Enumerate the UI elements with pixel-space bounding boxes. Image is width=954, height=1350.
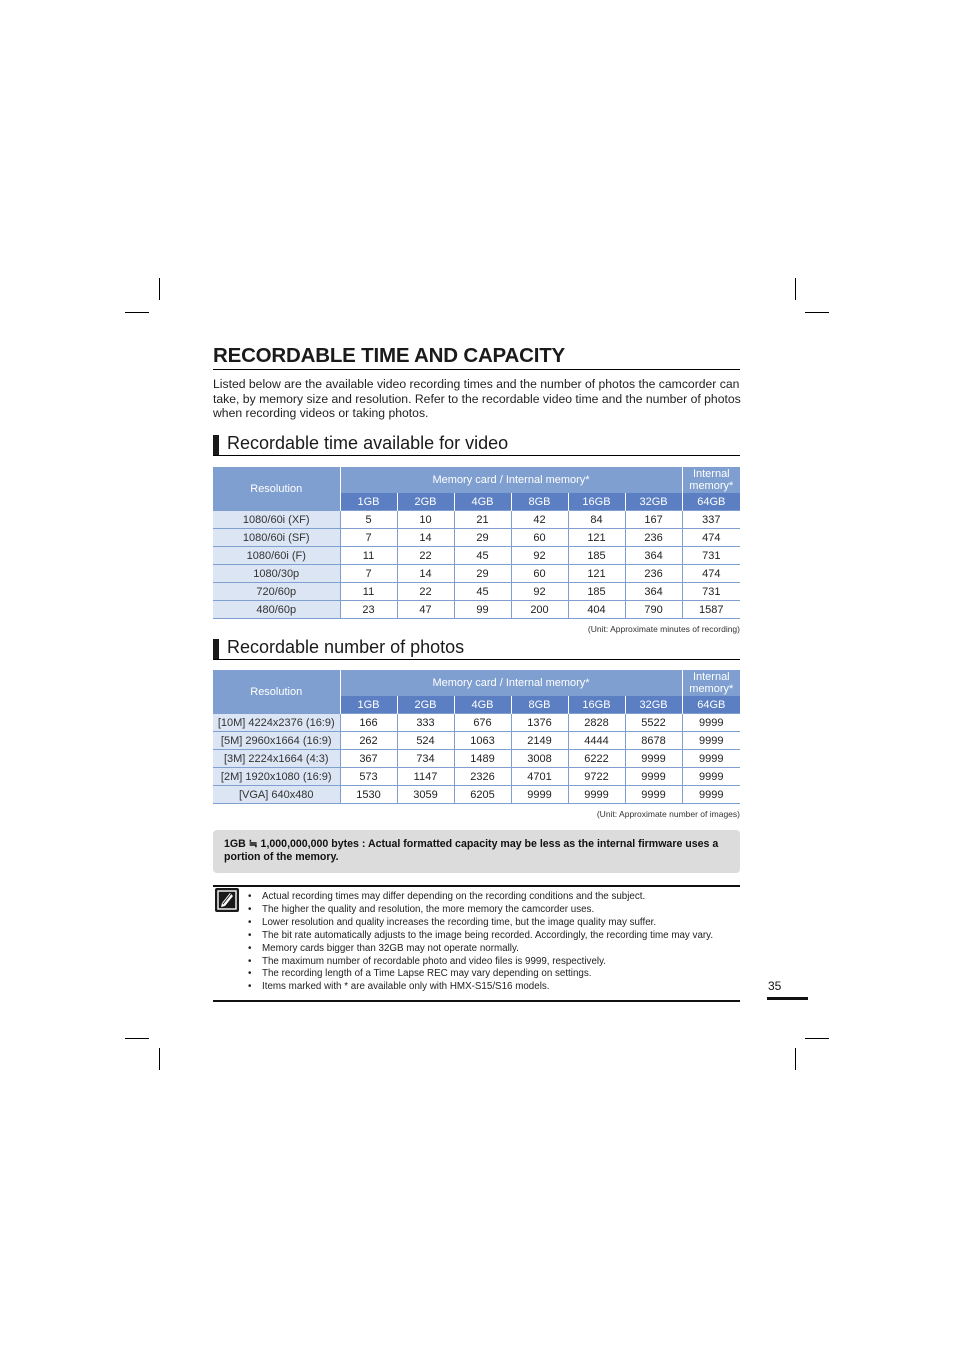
- table-cell: 337: [682, 511, 740, 529]
- size-header-64gb: 64GB: [682, 696, 740, 714]
- table-cell: 45: [454, 547, 511, 565]
- heading-bar: [213, 435, 219, 455]
- size-header-2gb: 2GB: [397, 493, 454, 511]
- table-cell: 5: [340, 511, 397, 529]
- table-cell: 22: [397, 547, 454, 565]
- size-header-4gb: 4GB: [454, 493, 511, 511]
- table-cell: 9999: [682, 786, 740, 804]
- table-cell: 121: [568, 529, 625, 547]
- crop-mark: [125, 1038, 149, 1039]
- table-cell: 47: [397, 601, 454, 619]
- table-row: [213, 583, 740, 601]
- table-cell: 1376: [511, 714, 568, 732]
- size-header-64gb: 64GB: [682, 493, 740, 511]
- video-heading-text: Recordable time available for video: [227, 433, 509, 453]
- table-cell: 731: [682, 547, 740, 565]
- page-number: 35: [768, 979, 782, 993]
- internal-memory-header: Internal memory*: [682, 467, 740, 493]
- table-cell: 790: [625, 601, 682, 619]
- table-cell: 200: [511, 601, 568, 619]
- notes-top-rule: [213, 885, 740, 887]
- page-title: RECORDABLE TIME AND CAPACITY: [213, 344, 740, 370]
- table-cell: 1587: [682, 601, 740, 619]
- table-cell: 29: [454, 529, 511, 547]
- table-cell: 3008: [511, 750, 568, 768]
- table-cell: 4701: [511, 768, 568, 786]
- table-cell: 524: [397, 732, 454, 750]
- note-item: • Actual recording times may differ depending on the recording conditions and the subject.: [245, 891, 745, 904]
- table-cell: 7: [340, 565, 397, 583]
- table-cell: 367: [340, 750, 397, 768]
- capacity-note-text: 1GB ≒ 1,000,000,000 bytes : Actual formatted capacity may be less as the internal firmware uses a portion of the memory.: [224, 838, 719, 864]
- row-label: 1080/60i (XF): [213, 511, 340, 529]
- size-header-2gb: 2GB: [397, 696, 454, 714]
- row-label: 720/60p: [213, 583, 340, 601]
- row-label: 480/60p: [213, 601, 340, 619]
- table-cell: 9722: [568, 768, 625, 786]
- capacity-note-box: [213, 830, 740, 873]
- table-cell: 14: [397, 565, 454, 583]
- note-item: • The bit rate automatically adjusts to the image being recorded. Accordingly, the recording time may vary.: [245, 930, 745, 943]
- table-cell: 236: [625, 565, 682, 583]
- size-header-4gb: 4GB: [454, 696, 511, 714]
- table-cell: 404: [568, 601, 625, 619]
- heading-bar: [213, 639, 219, 659]
- intro-paragraph: Listed below are the available video recording times and the number of photos the camcorder can take, by memory size and resolution. Refer to the recordable video time and the number of photos when recording videos or taking photos.: [213, 377, 741, 421]
- table-cell: 5522: [625, 714, 682, 732]
- table-cell: 7: [340, 529, 397, 547]
- table-row: [213, 565, 740, 583]
- table-cell: 9999: [625, 768, 682, 786]
- table-cell: 333: [397, 714, 454, 732]
- table-cell: 9999: [682, 714, 740, 732]
- table-cell: 8678: [625, 732, 682, 750]
- note-item: • The higher the quality and resolution, the more memory the camcorder uses.: [245, 904, 745, 917]
- resolution-header: Resolution: [213, 670, 340, 714]
- video-unit-note: (Unit: Approximate minutes of recording): [587, 624, 740, 634]
- row-label: [5M] 2960x1664 (16:9): [213, 732, 340, 750]
- table-cell: 121: [568, 565, 625, 583]
- table-cell: 185: [568, 583, 625, 601]
- photos-section-heading: [213, 637, 740, 660]
- size-header-8gb: 8GB: [511, 696, 568, 714]
- table-cell: 1063: [454, 732, 511, 750]
- table-cell: 10: [397, 511, 454, 529]
- table-cell: 167: [625, 511, 682, 529]
- table-cell: 92: [511, 583, 568, 601]
- video-capacity-table: [213, 467, 740, 619]
- note-pencil-icon: [215, 888, 239, 912]
- video-section-heading: [213, 433, 740, 456]
- table-cell: 92: [511, 547, 568, 565]
- photos-unit-note: (Unit: Approximate number of images): [596, 809, 740, 819]
- table-cell: 185: [568, 547, 625, 565]
- table-cell: 6205: [454, 786, 511, 804]
- table-cell: 29: [454, 565, 511, 583]
- table-cell: 22: [397, 583, 454, 601]
- table-cell: 60: [511, 529, 568, 547]
- notes-list: [245, 891, 745, 994]
- crop-mark: [125, 312, 149, 313]
- table-row: [213, 529, 740, 547]
- table-cell: 84: [568, 511, 625, 529]
- table-cell: 364: [625, 547, 682, 565]
- table-cell: 21: [454, 511, 511, 529]
- memory-header: Memory card / Internal memory*: [340, 670, 682, 696]
- table-cell: 4444: [568, 732, 625, 750]
- table-row: [213, 786, 740, 804]
- table-row: [213, 732, 740, 750]
- table-cell: 99: [454, 601, 511, 619]
- table-cell: 9999: [682, 732, 740, 750]
- crop-mark: [805, 1038, 829, 1039]
- table-cell: 9999: [682, 768, 740, 786]
- table-cell: 573: [340, 768, 397, 786]
- memory-header: Memory card / Internal memory*: [340, 467, 682, 493]
- note-item: • The maximum number of recordable photo and video files is 9999, respectively.: [245, 956, 745, 969]
- row-label: [VGA] 640x480: [213, 786, 340, 804]
- size-header-32gb: 32GB: [625, 696, 682, 714]
- size-header-32gb: 32GB: [625, 493, 682, 511]
- table-cell: 262: [340, 732, 397, 750]
- table-row: [213, 714, 740, 732]
- table-cell: 9999: [625, 786, 682, 804]
- notes-bottom-rule: [213, 1000, 740, 1002]
- table-cell: 9999: [568, 786, 625, 804]
- table-cell: 676: [454, 714, 511, 732]
- table-cell: 1530: [340, 786, 397, 804]
- table-cell: 731: [682, 583, 740, 601]
- table-row: [213, 601, 740, 619]
- row-label: [2M] 1920x1080 (16:9): [213, 768, 340, 786]
- table-cell: 42: [511, 511, 568, 529]
- crop-mark: [795, 278, 796, 300]
- note-item: • Lower resolution and quality increases the recording time, but the image quality may suffer.: [245, 917, 745, 930]
- table-cell: 166: [340, 714, 397, 732]
- note-item: • The recording length of a Time Lapse REC may vary depending on settings.: [245, 968, 745, 981]
- table-cell: 2149: [511, 732, 568, 750]
- size-header-16gb: 16GB: [568, 493, 625, 511]
- table-cell: 1489: [454, 750, 511, 768]
- table-cell: 3059: [397, 786, 454, 804]
- crop-mark: [805, 312, 829, 313]
- table-cell: 6222: [568, 750, 625, 768]
- table-cell: 14: [397, 529, 454, 547]
- table-cell: 11: [340, 547, 397, 565]
- internal-memory-header: Internal memory*: [682, 670, 740, 696]
- table-cell: 364: [625, 583, 682, 601]
- note-item: • Items marked with * are available only with HMX-S15/S16 models.: [245, 981, 745, 994]
- table-row: [213, 768, 740, 786]
- resolution-header: Resolution: [213, 467, 340, 511]
- table-cell: 9999: [682, 750, 740, 768]
- table-cell: 23: [340, 601, 397, 619]
- size-header-1gb: 1GB: [340, 696, 397, 714]
- table-cell: 734: [397, 750, 454, 768]
- row-label: [3M] 2224x1664 (4:3): [213, 750, 340, 768]
- table-cell: 60: [511, 565, 568, 583]
- note-item: • Memory cards bigger than 32GB may not operate normally.: [245, 943, 745, 956]
- size-header-1gb: 1GB: [340, 493, 397, 511]
- table-row: [213, 750, 740, 768]
- page-number-bar: [767, 997, 808, 1000]
- photos-heading-text: Recordable number of photos: [227, 637, 465, 657]
- table-cell: 474: [682, 529, 740, 547]
- row-label: 1080/60i (SF): [213, 529, 340, 547]
- table-cell: 236: [625, 529, 682, 547]
- crop-mark: [159, 278, 160, 300]
- table-cell: 9999: [511, 786, 568, 804]
- note-pencil-icon-graphic: [215, 888, 239, 912]
- photos-capacity-table: [213, 670, 740, 804]
- size-header-8gb: 8GB: [511, 493, 568, 511]
- row-label: 1080/60i (F): [213, 547, 340, 565]
- table-cell: 45: [454, 583, 511, 601]
- crop-mark: [159, 1048, 160, 1070]
- row-label: [10M] 4224x2376 (16:9): [213, 714, 340, 732]
- crop-mark: [795, 1048, 796, 1070]
- table-cell: 9999: [625, 750, 682, 768]
- size-header-16gb: 16GB: [568, 696, 625, 714]
- row-label: 1080/30p: [213, 565, 340, 583]
- table-row: [213, 511, 740, 529]
- table-cell: 1147: [397, 768, 454, 786]
- table-cell: 11: [340, 583, 397, 601]
- table-row: [213, 547, 740, 565]
- table-cell: 2828: [568, 714, 625, 732]
- table-cell: 474: [682, 565, 740, 583]
- table-cell: 2326: [454, 768, 511, 786]
